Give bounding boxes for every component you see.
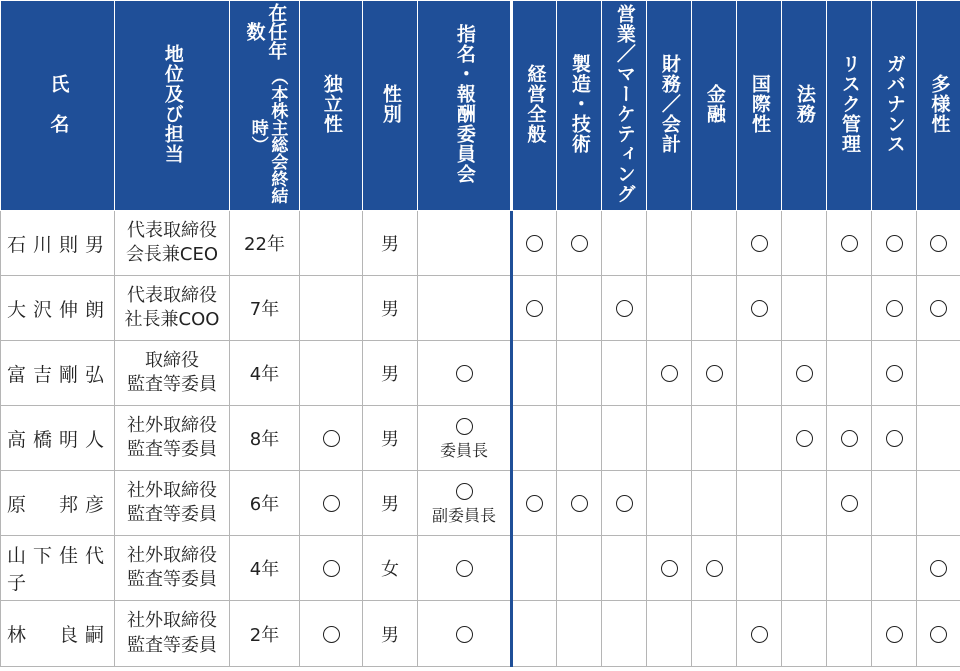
- circle-mark: [526, 495, 543, 512]
- header-committee: 指名・報酬委員会: [418, 1, 512, 211]
- header-independence: 独立性: [300, 1, 363, 211]
- director-name: 山下佳代子: [1, 536, 115, 601]
- gender-cell: 男: [363, 211, 418, 276]
- header-skill-legal: 法務: [782, 1, 827, 211]
- header-tenure: [230, 1, 300, 211]
- committee-role: 委員長: [418, 438, 510, 461]
- skill-cell-banking: [692, 341, 737, 406]
- director-name: 大沢伸朗: [1, 276, 115, 341]
- director-name: 富吉剛弘: [1, 341, 115, 406]
- circle-mark: [456, 365, 473, 382]
- position-line-2: 監査等委員: [127, 504, 217, 525]
- skill-cell-banking: [692, 536, 737, 601]
- gender-cell: 男: [363, 406, 418, 471]
- skill-cell-international: [737, 211, 782, 276]
- skill-cell-diversity: [917, 471, 960, 536]
- header-position: 地位及び担当: [115, 1, 230, 211]
- committee-cell: [418, 211, 512, 276]
- circle-mark: [571, 235, 588, 252]
- independence-cell: [300, 536, 363, 601]
- skill-cell-diversity: [917, 406, 960, 471]
- circle-mark: [456, 560, 473, 577]
- position-line-1: 社外取締役: [127, 545, 217, 566]
- circle-mark: [661, 365, 678, 382]
- table-row: [1, 341, 960, 406]
- table-row: [1, 406, 960, 471]
- header-skill-manufacturing: 製造・技術: [557, 1, 602, 211]
- position-line-1: 社外取締役: [127, 480, 217, 501]
- committee-cell: [418, 471, 512, 536]
- circle-mark: [930, 235, 947, 252]
- skill-cell-governance: [872, 406, 917, 471]
- circle-mark: [841, 235, 858, 252]
- skill-cell-governance: [872, 211, 917, 276]
- skill-cell-governance: [872, 276, 917, 341]
- header-skill-sales: 営業／マーケティング: [602, 1, 647, 211]
- skill-cell-management: [512, 471, 557, 536]
- gender-cell: 女: [363, 536, 418, 601]
- skill-cell-management: [512, 406, 557, 471]
- skill-cell-manufacturing: [557, 536, 602, 601]
- circle-mark: [616, 495, 633, 512]
- independence-cell: [300, 406, 363, 471]
- committee-cell: [418, 536, 512, 601]
- position-line-2: 会長兼CEO: [126, 244, 218, 265]
- position-line-2: 監査等委員: [127, 439, 217, 460]
- skill-cell-banking: [692, 276, 737, 341]
- tenure-cell: 2年: [230, 601, 300, 667]
- header-skill-risk: リスク管理: [827, 1, 872, 211]
- director-position: [115, 276, 230, 341]
- skill-cell-banking: [692, 211, 737, 276]
- tenure-cell: 8年: [230, 406, 300, 471]
- skill-cell-finance: [647, 471, 692, 536]
- director-position: [115, 211, 230, 276]
- circle-mark: [526, 300, 543, 317]
- tenure-cell: 6年: [230, 471, 300, 536]
- skill-cell-governance: [872, 341, 917, 406]
- director-position: [115, 406, 230, 471]
- table-row: [1, 471, 960, 536]
- independence-cell: [300, 211, 363, 276]
- committee-cell: [418, 276, 512, 341]
- director-position: [115, 536, 230, 601]
- skill-cell-management: [512, 276, 557, 341]
- position-line-1: 代表取締役: [127, 285, 217, 306]
- circle-mark: [886, 235, 903, 252]
- skill-cell-diversity: [917, 536, 960, 601]
- skill-cell-risk: [827, 406, 872, 471]
- tenure-cell: 4年: [230, 536, 300, 601]
- skill-cell-management: [512, 601, 557, 667]
- skill-cell-finance: [647, 276, 692, 341]
- circle-mark: [323, 560, 340, 577]
- director-name: 林 良嗣: [1, 601, 115, 667]
- skill-cell-international: [737, 471, 782, 536]
- circle-mark: [323, 626, 340, 643]
- skill-cell-governance: [872, 601, 917, 667]
- skill-cell-banking: [692, 471, 737, 536]
- committee-cell: [418, 341, 512, 406]
- independence-cell: [300, 276, 363, 341]
- circle-mark: [661, 560, 678, 577]
- header-gender: 性別: [363, 1, 418, 211]
- independence-cell: [300, 601, 363, 667]
- gender-cell: 男: [363, 341, 418, 406]
- skill-cell-finance: [647, 406, 692, 471]
- skill-cell-legal: [782, 211, 827, 276]
- skill-cell-manufacturing: [557, 471, 602, 536]
- skill-cell-international: [737, 536, 782, 601]
- skill-cell-manufacturing: [557, 406, 602, 471]
- circle-mark: [796, 430, 813, 447]
- independence-cell: [300, 471, 363, 536]
- circle-mark: [930, 626, 947, 643]
- skill-cell-banking: [692, 601, 737, 667]
- circle-mark: [456, 483, 473, 500]
- header-tenure-main: 在任年数: [243, 0, 287, 64]
- circle-mark: [930, 300, 947, 317]
- skill-cell-risk: [827, 341, 872, 406]
- circle-mark: [796, 365, 813, 382]
- skill-cell-risk: [827, 601, 872, 667]
- skill-cell-sales: [602, 601, 647, 667]
- circle-mark: [706, 560, 723, 577]
- header-row: [1, 1, 960, 211]
- position-line-1: 社外取締役: [127, 415, 217, 436]
- skill-cell-management: [512, 341, 557, 406]
- skill-cell-risk: [827, 536, 872, 601]
- circle-mark: [526, 235, 543, 252]
- skill-cell-legal: [782, 471, 827, 536]
- committee-cell: [418, 601, 512, 667]
- position-line-1: 社外取締役: [127, 610, 217, 631]
- circle-mark: [841, 495, 858, 512]
- table-row: [1, 536, 960, 601]
- circle-mark: [456, 626, 473, 643]
- skill-cell-finance: [647, 536, 692, 601]
- table-row: [1, 276, 960, 341]
- director-position: [115, 471, 230, 536]
- skill-cell-manufacturing: [557, 601, 602, 667]
- independence-cell: [300, 341, 363, 406]
- gender-cell: 男: [363, 471, 418, 536]
- skill-cell-risk: [827, 276, 872, 341]
- position-line-2: 監査等委員: [127, 569, 217, 590]
- skill-cell-finance: [647, 601, 692, 667]
- skill-cell-governance: [872, 471, 917, 536]
- skill-cell-management: [512, 211, 557, 276]
- skill-cell-sales: [602, 211, 647, 276]
- skill-cell-manufacturing: [557, 211, 602, 276]
- circle-mark: [886, 300, 903, 317]
- director-position: [115, 601, 230, 667]
- position-line-2: 監査等委員: [127, 374, 217, 395]
- skill-cell-legal: [782, 276, 827, 341]
- circle-mark: [616, 300, 633, 317]
- skill-cell-sales: [602, 406, 647, 471]
- skill-cell-manufacturing: [557, 341, 602, 406]
- header-skill-management: 経営全般: [512, 1, 557, 211]
- table-row: [1, 601, 960, 667]
- skill-cell-legal: [782, 601, 827, 667]
- skill-cell-governance: [872, 536, 917, 601]
- gender-cell: 男: [363, 601, 418, 667]
- director-name: 原 邦彦: [1, 471, 115, 536]
- header-name: 氏 名: [1, 1, 115, 211]
- circle-mark: [886, 365, 903, 382]
- circle-mark: [751, 235, 768, 252]
- director-name: 石川則男: [1, 211, 115, 276]
- matrix-body: [1, 211, 960, 667]
- skill-cell-sales: [602, 276, 647, 341]
- header-skill-governance: ガバナンス: [872, 1, 917, 211]
- circle-mark: [323, 495, 340, 512]
- skill-cell-management: [512, 536, 557, 601]
- skill-cell-legal: [782, 406, 827, 471]
- skill-cell-risk: [827, 471, 872, 536]
- circle-mark: [886, 626, 903, 643]
- skill-cell-international: [737, 601, 782, 667]
- header-skill-finance: 財務／会計: [647, 1, 692, 211]
- gender-cell: 男: [363, 276, 418, 341]
- tenure-cell: 7年: [230, 276, 300, 341]
- skill-cell-diversity: [917, 211, 960, 276]
- skill-cell-diversity: [917, 276, 960, 341]
- circle-mark: [886, 430, 903, 447]
- position-line-2: 社長兼COO: [125, 309, 220, 330]
- circle-mark: [751, 300, 768, 317]
- skill-cell-manufacturing: [557, 276, 602, 341]
- circle-mark: [571, 495, 588, 512]
- skill-cell-finance: [647, 211, 692, 276]
- director-position: [115, 341, 230, 406]
- tenure-cell: 22年: [230, 211, 300, 276]
- header-skill-banking: 金融: [692, 1, 737, 211]
- committee-role: 副委員長: [418, 503, 510, 526]
- circle-mark: [751, 626, 768, 643]
- skill-cell-legal: [782, 536, 827, 601]
- table-row: [1, 211, 960, 276]
- circle-mark: [323, 430, 340, 447]
- header-skill-diversity: 多様性: [917, 1, 960, 211]
- skill-cell-finance: [647, 341, 692, 406]
- skill-cell-sales: [602, 471, 647, 536]
- header-tenure-sub: （本株主総会終結時）: [243, 64, 287, 208]
- circle-mark: [841, 430, 858, 447]
- skill-cell-legal: [782, 341, 827, 406]
- circle-mark: [456, 418, 473, 435]
- position-line-1: 代表取締役: [127, 220, 217, 241]
- skill-cell-banking: [692, 406, 737, 471]
- skill-cell-international: [737, 406, 782, 471]
- skill-cell-international: [737, 276, 782, 341]
- director-name: 高橋明人: [1, 406, 115, 471]
- skill-cell-risk: [827, 211, 872, 276]
- committee-cell: [418, 406, 512, 471]
- skill-cell-diversity: [917, 341, 960, 406]
- position-line-2: 監査等委員: [127, 635, 217, 656]
- circle-mark: [706, 365, 723, 382]
- skill-cell-sales: [602, 536, 647, 601]
- position-line-1: 取締役: [145, 350, 199, 371]
- skill-cell-international: [737, 341, 782, 406]
- skill-cell-sales: [602, 341, 647, 406]
- header-skill-international: 国際性: [737, 1, 782, 211]
- circle-mark: [930, 560, 947, 577]
- tenure-cell: 4年: [230, 341, 300, 406]
- skill-cell-diversity: [917, 601, 960, 667]
